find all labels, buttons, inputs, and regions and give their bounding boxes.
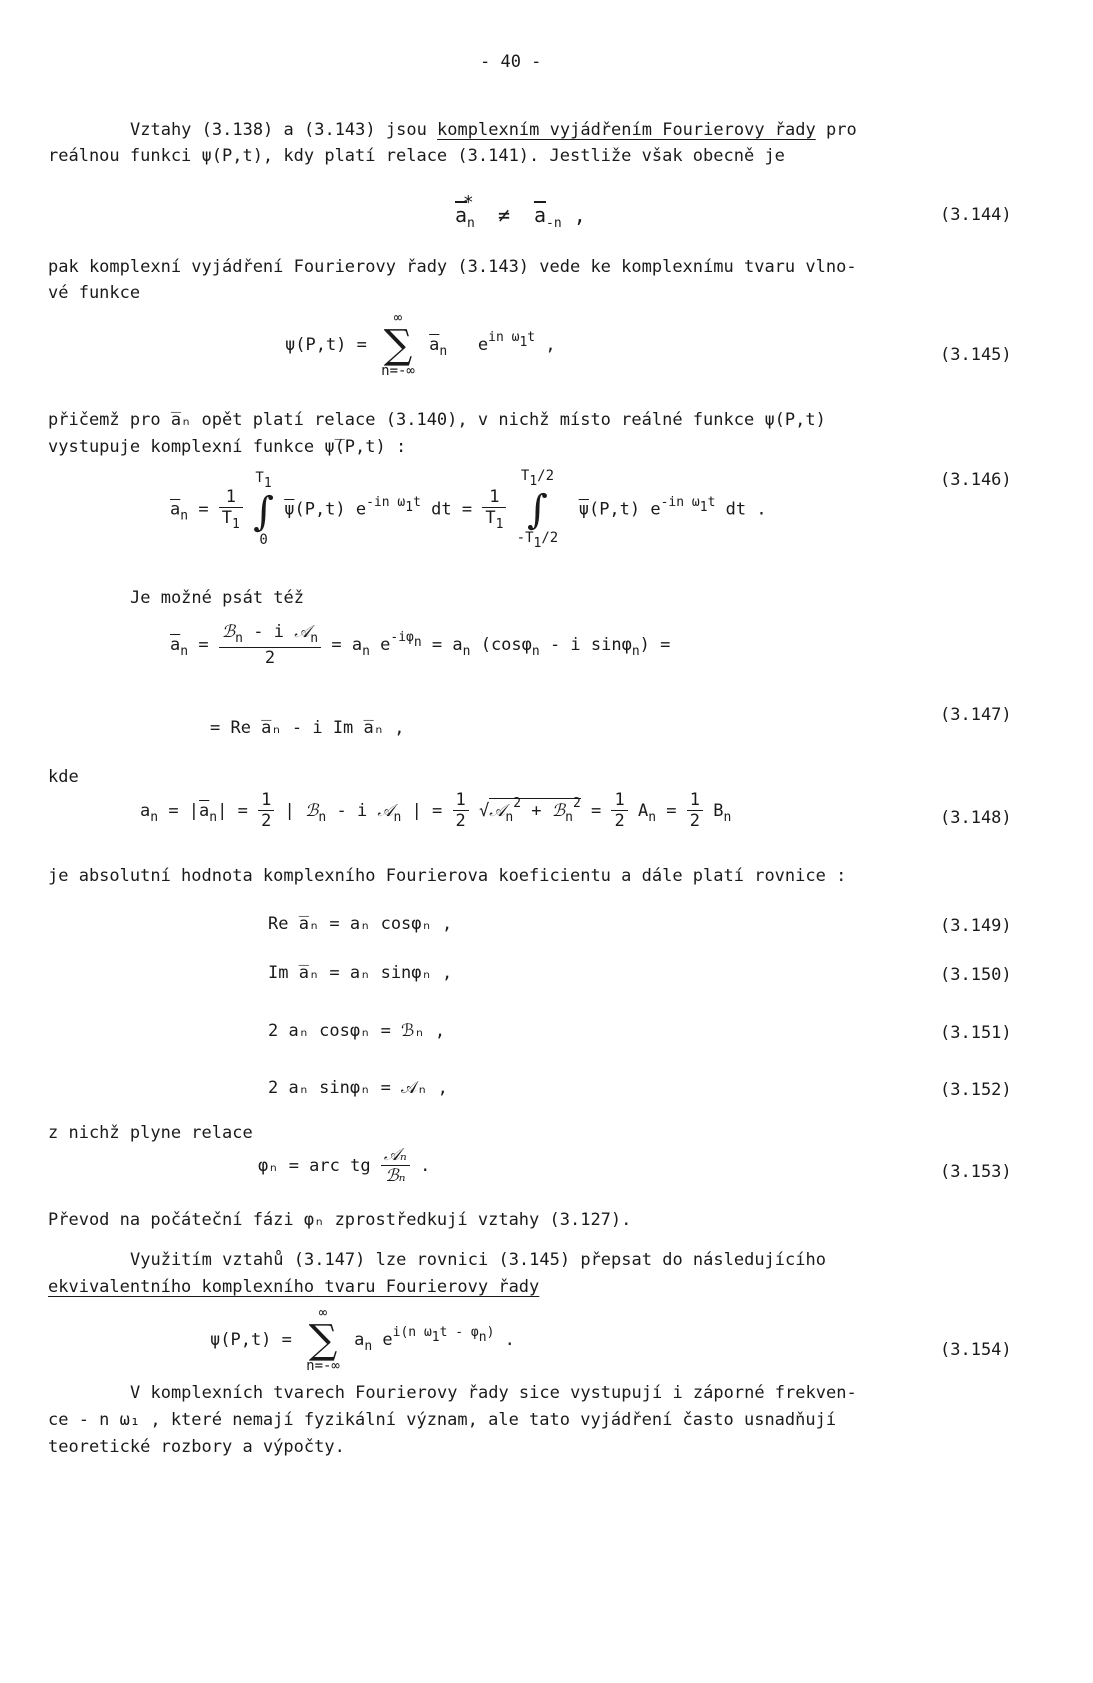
equation-3-148: $a_n = |\overline{a}_n|$ = $\frac{1}{2}$ | ℬ$_n$ - i 𝒜$_n$ | = $\frac{1}{2}$ √𝒜$_n^2$ + ℬ$_n^2$ = $\frac{1}{2}$ $A_n$ = $\frac{1}{2}$ $B_n$ [140,790,732,832]
operator: ≠ [497,203,510,227]
paragraph-6-line-1: Využitím vztahů (3.147) lze rovnici (3.145) přepsat do následujícího [130,1250,826,1270]
equation-3-153: φₙ = arc tg $\frac{\text{𝒜ₙ}}{\text{ℬₙ}}$ . [258,1145,431,1187]
page-number: - 40 - [480,52,542,72]
equation-number: (3.152) [940,1080,1012,1100]
paragraph-3-line-1: přičemž pro a̅ₙ opět platí relace (3.140), v nichž místo reálné funkce ψ(P,t) [48,410,826,430]
paragraph-1-line-1 [130,120,857,140]
paragraph-3-line-2: vystupuje komplexní funkce ψ̅(P,t) : [48,437,407,457]
paragraph-2-line-2: vé funkce [48,283,141,303]
equation-number: (3.153) [940,1162,1012,1182]
integral-icon: ∫ [253,488,274,535]
lhs: φₙ = arc tg [258,1155,371,1176]
text: Vztahy (3.138) a (3.143) jsou [130,120,438,140]
equation-3-147-line-1: $\overline{a}_n$ = $\frac{ℬ_n - i 𝒜_n}{2}$ = $a_n$ $e^{-i\varphi_n} = a_n$ (cosφ$_n$ - i sinφ$_n$) = [170,622,671,668]
paragraph-6-line-2: ekvivalentního komplexního tvaru Fourierovy řady [48,1277,540,1297]
equation-number: (3.145) [940,345,1012,365]
text-kde: kde [48,767,79,787]
sum-icon: ∑ [383,321,413,368]
text-je-mozne: Je možné psát též [130,588,304,608]
equation-3-144: $\overline{a}_n^* \ne \overline{a}_{-n}$ , [455,192,586,231]
paragraph-4: je absolutní hodnota komplexního Fourierova koeficientu a dále platí rovnice : [48,866,847,886]
equation-number: (3.150) [940,965,1012,985]
paragraph-1-line-2: reálnou funkci ψ(P,t), kdy platí relace (3.141). Jestliže však obecně je [48,146,785,166]
equation-number: (3.144) [940,205,1012,225]
equation-3-145: ψ(P,t) = ∞ ∑ n=-∞ $\overline{a}_n$ $e^{in \omega_1t}$ , [285,310,556,379]
equation-3-154: ψ(P,t) = ∞ ∑ n=-∞ $a_n$ $e^{i(n \omega_1t - \varphi_n)}$ . [210,1305,515,1374]
text-z-nichz: z nichž plyne relace [48,1123,253,1143]
sum-lower: n=-∞ [306,1357,340,1374]
sum-upper: ∞ [318,1305,328,1321]
equation-3-152: 2 aₙ sinφₙ = 𝒜ₙ , [268,1078,448,1098]
equation-3-149: Re a̅ₙ = aₙ cosφₙ , [268,914,453,934]
lhs: ψ(P,t) = [285,334,367,355]
paragraph-7-line-1: V komplexních tvarech Fourierovy řady sice vystupují i záporné frekven- [130,1383,857,1403]
equation-number: (3.151) [940,1023,1012,1043]
numerator: 𝒜ₙ [381,1145,410,1166]
equation-number: (3.154) [940,1340,1012,1360]
lhs: ψ(P,t) = [210,1329,292,1350]
equation-number: (3.149) [940,916,1012,936]
emphasis-text: komplexním vyjádřením Fourierovy řady [437,120,816,140]
paragraph-7-line-2: ce - n ω₁ , které nemají fyzikální význam, ale tato vyjádření často usnadňují [48,1410,837,1430]
paragraph-7-line-3: teoretické rozbory a výpočty. [48,1437,345,1457]
paragraph-5: Převod na počáteční fázi φₙ zprostředkují vztahy (3.127). [48,1210,632,1230]
sum-icon: ∑ [308,1316,338,1363]
equation-number: (3.147) [940,705,1012,725]
equation-number: (3.146) [940,470,1012,490]
symbol: $\overline{a}$ [533,203,546,227]
equation-3-146: $\overline{a}_n$ = $\frac{1}{T_1}$ $T_1$ ∫ 0 $\overline{\psi}(P,t)$ $e^{-in \omega_1t}$ dt = $\frac{1}{T_1}$ $T_1/2$ ∫ $-T_1/2$ $\overline{\psi}(P,t)$ $e^{-in \omega_1t}$ dt . [170,468,767,551]
paragraph-2-line-1: pak komplexní vyjádření Fourierovy řady (3.143) vede ke komplexnímu tvaru vlno- [48,257,857,277]
denominator: ℬₙ [385,1166,406,1187]
sum-upper: ∞ [393,310,403,326]
integral-icon: ∫ [527,486,548,533]
symbol: $\overline{a}$ [455,203,468,227]
equation-3-150: Im a̅ₙ = aₙ sinφₙ , [268,963,453,983]
text: pro [815,120,857,140]
sum-lower: n=-∞ [381,362,415,379]
equation-number: (3.148) [940,808,1012,828]
equation-3-147-line-2: = Re a̅ₙ - i Im a̅ₙ , [210,718,405,738]
equation-3-151: 2 aₙ cosφₙ = ℬₙ , [268,1021,446,1041]
